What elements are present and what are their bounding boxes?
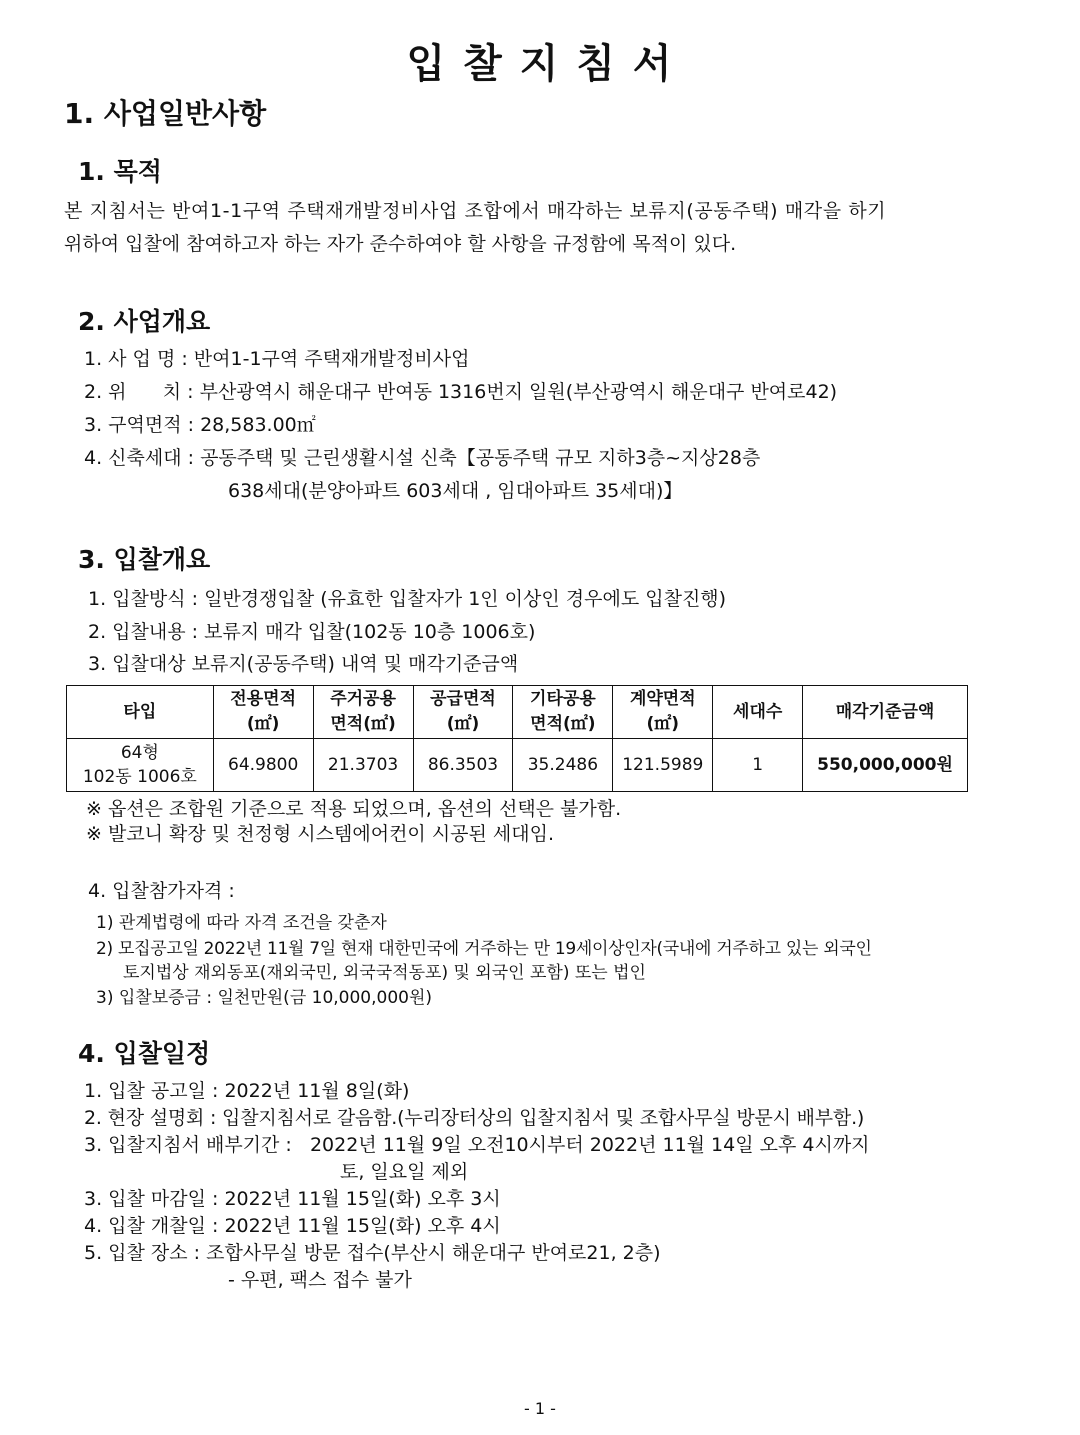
cell-other-common-area: 35.2486 (513, 739, 613, 792)
bid-overview-item: 3. 입찰대상 보류지(공동주택) 내역 및 매각기준금액 (88, 653, 519, 675)
header-units: 세대수 (713, 686, 803, 739)
cell-residential-common-area: 21.3703 (313, 739, 413, 792)
schedule-item-continuation: 토, 일요일 제외 (340, 1161, 469, 1183)
schedule-item: 3. 입찰 마감일 : 2022년 11월 15일(화) 오후 3시 (84, 1188, 501, 1210)
schedule-item: 4. 입찰 개찰일 : 2022년 11월 15일(화) 오후 4시 (84, 1215, 501, 1237)
table-note: ※ 옵션은 조합원 기준으로 적용 되었으며, 옵션의 선택은 불가함. (86, 798, 622, 820)
overview-item-continuation: 638세대(분양아파트 603세대 , 임대아파트 35세대)】 (228, 480, 683, 502)
header-residential-common-area: 주거공용 면적(㎡) (313, 686, 413, 739)
header-exclusive-area: 전용면적 (㎡) (213, 686, 313, 739)
overview-item: 3. 구역면적 : 28,583.00㎡ (84, 414, 316, 436)
qualification-heading: 4. 입찰참가자격 : (88, 880, 235, 902)
purpose-line-1: 본 지침서는 반여1-1구역 주택재개발정비사업 조합에서 매각하는 보류지(공동주택) 매각을 하기 (64, 200, 887, 222)
table-row (67, 739, 968, 792)
bid-overview-item: 1. 입찰방식 : 일반경쟁입찰 (유효한 입찰자가 1인 이상인 경우에도 입찰진행) (88, 588, 727, 610)
schedule-item: 3. 입찰지침서 배부기간 : 2022년 11월 9일 오전10시부터 2022년 11월 14일 오후 4시까지 (84, 1134, 870, 1156)
cell-amount: 550,000,000원 (803, 739, 968, 792)
overview-item: 1. 사 업 명 : 반여1-1구역 주택재개발정비사업 (84, 348, 470, 370)
schedule-item: 2. 현장 설명회 : 입찰지침서로 갈음함.(누리장터상의 입찰지침서 및 조합사무실 방문시 배부함.) (84, 1107, 865, 1129)
qualification-item: 2) 모집공고일 2022년 11월 7일 현재 대한민국에 거주하는 만 19세이상인자(국내에 거주하고 있는 외국인 (96, 939, 872, 959)
header-amount: 매각기준금액 (803, 686, 968, 739)
header-contract-area: 계약면적 (㎡) (613, 686, 713, 739)
subsection-heading-bid-overview: 3. 입찰개요 (78, 545, 211, 574)
subsection-heading-schedule: 4. 입찰일정 (78, 1039, 211, 1068)
subsection-heading-overview: 2. 사업개요 (78, 307, 211, 336)
schedule-item: 1. 입찰 공고일 : 2022년 11월 8일(화) (84, 1080, 410, 1102)
header-type: 타입 (67, 686, 214, 739)
header-supply-area: 공급면적 (㎡) (413, 686, 513, 739)
table-header-row (67, 686, 968, 739)
purpose-line-2: 위하여 입찰에 참여하고자 하는 자가 준수하여야 할 사항을 규정함에 목적이 있다. (64, 233, 737, 255)
overview-item: 4. 신축세대 : 공동주택 및 근린생활시설 신축【공동주택 규모 지하3층~지상28층 (84, 447, 761, 469)
page-number: - 1 - (524, 1399, 556, 1418)
cell-supply-area: 86.3503 (413, 739, 513, 792)
cell-units: 1 (713, 739, 803, 792)
qualification-item: 1) 관계법령에 따라 자격 조건을 갖춘자 (96, 913, 387, 933)
document-title: 입 찰 지 침 서 (406, 41, 674, 87)
header-other-common-area: 기타공용 면적(㎡) (513, 686, 613, 739)
qualification-item: 3) 입찰보증금 : 일천만원(금 10,000,000원) (96, 988, 433, 1008)
cell-type: 64형 102동 1006호 (67, 739, 214, 792)
subsection-heading-purpose: 1. 목적 (78, 157, 162, 186)
bid-target-table (66, 685, 968, 792)
schedule-item: 5. 입찰 장소 : 조합사무실 방문 접수(부산시 해운대구 반여로21, 2층) (84, 1242, 661, 1264)
overview-item: 2. 위 치 : 부산광역시 해운대구 반여동 1316번지 일원(부산광역시 해운대구 반여로42) (84, 381, 838, 403)
cell-exclusive-area: 64.9800 (213, 739, 313, 792)
schedule-item-continuation: - 우편, 팩스 접수 불가 (228, 1269, 412, 1291)
section-heading-general: 1. 사업일반사항 (64, 97, 267, 130)
bid-overview-item: 2. 입찰내용 : 보류지 매각 입찰(102동 10층 1006호) (88, 621, 536, 643)
table-note: ※ 발코니 확장 및 천정형 시스템에어컨이 시공된 세대임. (86, 823, 555, 845)
qualification-item-continuation: 토지법상 재외동포(재외국민, 외국국적동포) 및 외국인 포함) 또는 법인 (123, 963, 646, 983)
cell-contract-area: 121.5989 (613, 739, 713, 792)
